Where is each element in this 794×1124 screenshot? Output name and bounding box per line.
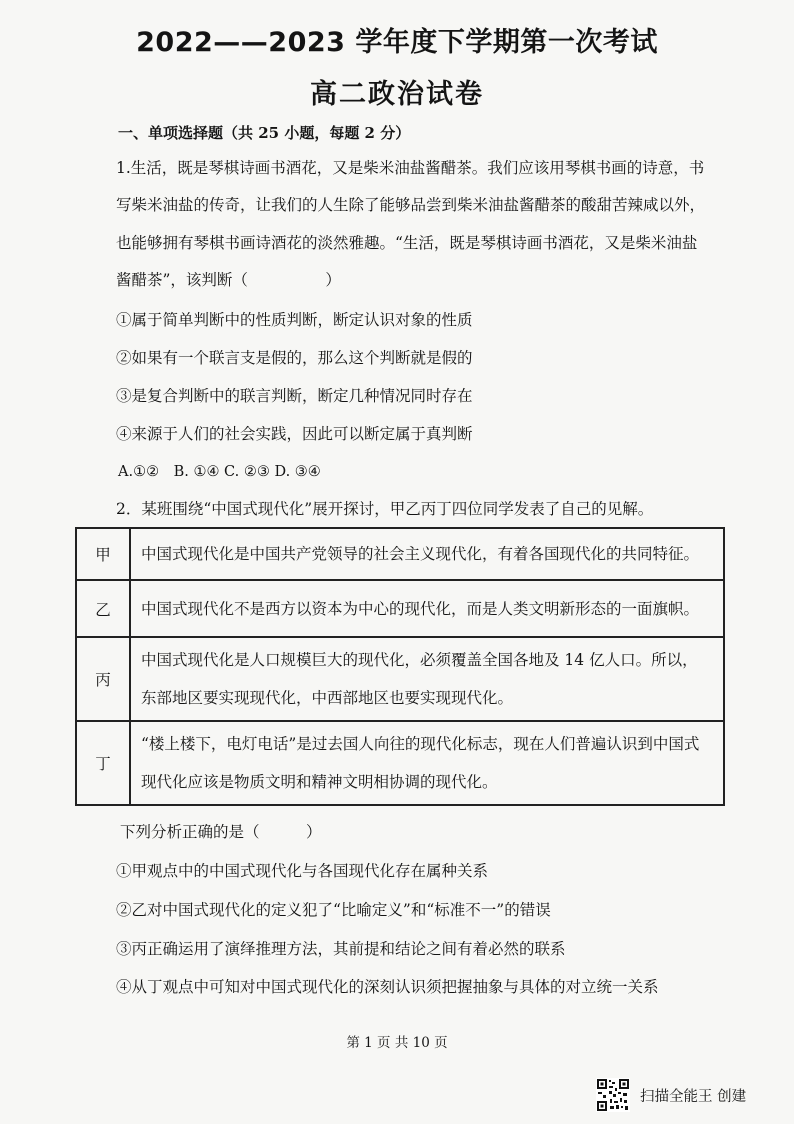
q1-option-4: ④来源于人们的社会实践，因此可以断定属于真判断 (116, 425, 473, 443)
section-heading: 一、单项选择题（共 25 小题，每题 2 分） (118, 124, 411, 142)
page-number: 第 1 页 共 10 页 (346, 1035, 448, 1051)
row-label: 乙 (76, 580, 130, 637)
q1-stem-line-1: 1.生活，既是琴棋诗画书酒花，又是柴米油盐酱醋茶。我们应该用琴棋书画的诗意，书 (116, 159, 705, 177)
scanner-credit: 扫描全能王 创建 (640, 1088, 747, 1105)
q2-question: 下列分析正确的是（ ） (120, 823, 322, 841)
q1-option-2: ②如果有一个联言支是假的，那么这个判断就是假的 (116, 349, 473, 367)
row-label: 甲 (76, 528, 130, 580)
q1-option-3: ③是复合判断中的联言判断，断定几种情况同时存在 (116, 387, 473, 405)
row-text: 中国式现代化是中国共产党领导的社会主义现代化，有着各国现代化的共同特征。 (130, 528, 724, 580)
q2-option-1: ①甲观点中的中国式现代化与各国现代化存在属种关系 (116, 862, 489, 880)
q1-stem-line-2: 写柴米油盐的传奇，让我们的人生除了能够品尝到柴米油盐酱醋茶的酸甜苦辣咸以外， (116, 196, 706, 214)
q1-stem-line-3: 也能够拥有琴棋书画诗酒花的淡然雅趣。“生活，既是琴棋诗画书酒花，又是柴米油盐 (116, 234, 698, 252)
table-row (76, 528, 724, 580)
qr-code-icon (596, 1078, 630, 1112)
q1-answer-choices: A.①② B. ①④ C. ②③ D. ③④ (118, 464, 321, 480)
q1-stem-line-4: 酱醋茶”，该判断（ ） (116, 271, 341, 289)
q2-option-4: ④从丁观点中可知对中国式现代化的深刻认识须把握抽象与具体的对立统一关系 (116, 978, 659, 996)
row-text: 中国式现代化不是西方以资本为中心的现代化，而是人类文明新形态的一面旗帜。 (130, 580, 724, 637)
q2-option-2: ②乙对中国式现代化的定义犯了“比喻定义”和“标准不一”的错误 (116, 901, 551, 919)
row-label: 丁 (76, 721, 130, 805)
q1-option-1: ①属于简单判断中的性质判断，断定认识对象的性质 (116, 311, 473, 329)
row-text: 中国式现代化是人口规模巨大的现代化，必须覆盖全国各地及 14 亿人口。所以，东部地区要实现现代化，中西部地区也要实现现代化。 (130, 637, 724, 721)
row-text: “楼上楼下，电灯电话”是过去国人向往的现代化标志，现在人们普遍认识到中国式现代化应该是物质文明和精神文明相协调的现代化。 (130, 721, 724, 805)
table-row (76, 637, 724, 721)
q2-stem: 2．某班围绕“中国式现代化”展开探讨，甲乙丙丁四位同学发表了自己的见解。 (116, 500, 654, 518)
exam-title: 2022——2023 学年度下学期第一次考试 (136, 27, 658, 58)
q2-option-3: ③丙正确运用了演绎推理方法，其前提和结论之间有着必然的联系 (116, 940, 566, 958)
table-row (76, 580, 724, 637)
exam-subtitle: 高二政治试卷 (310, 79, 484, 110)
scanner-watermark (596, 1078, 746, 1112)
row-label: 丙 (76, 637, 130, 721)
table-row (76, 721, 724, 805)
viewpoints-table (75, 527, 725, 806)
